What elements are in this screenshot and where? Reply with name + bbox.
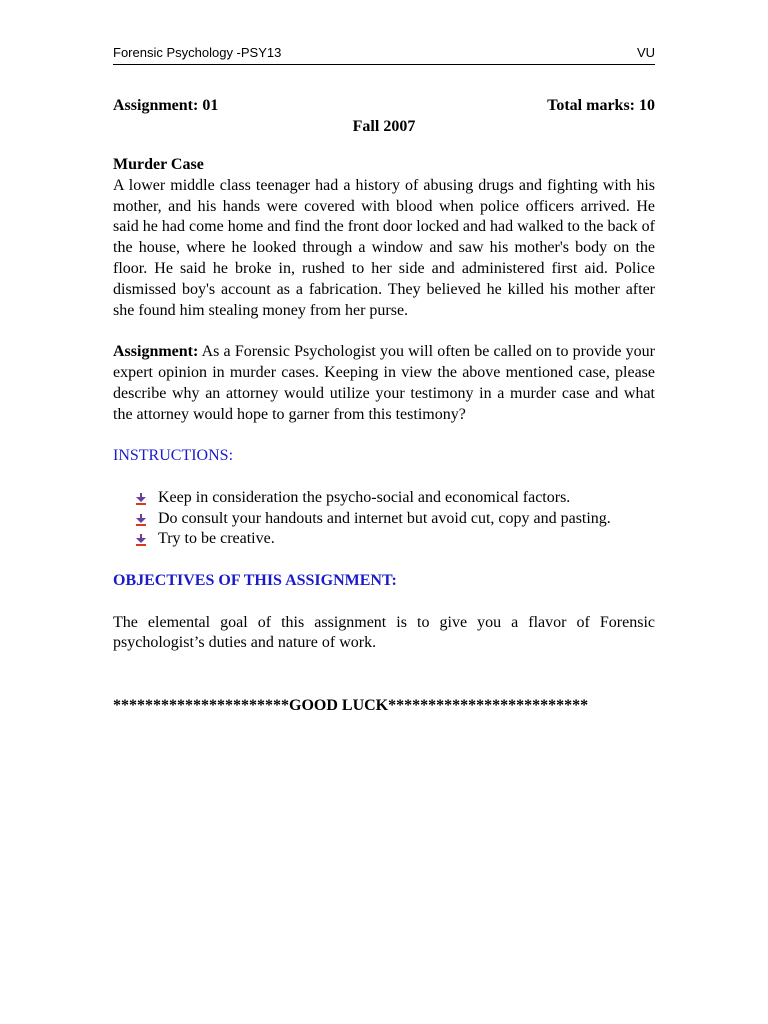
arrow-bullet-icon xyxy=(135,514,147,526)
objectives-heading: OBJECTIVES OF THIS ASSIGNMENT: xyxy=(113,571,397,589)
assignment-info-row xyxy=(113,96,655,116)
list-item xyxy=(113,509,613,530)
arrow-bullet-icon xyxy=(135,534,147,546)
institution-label: VU xyxy=(636,45,655,60)
case-description: A lower middle class teenager had a history of abusing drugs and fighting with his mother, and his hands were covered with blood when police officers arrived. He said he had come home and find the front door locked and had walked to the back of the house, where he looked through a window and saw his mother's body on the floor. He said he broke in, rushed to her side and administered first aid. Police dismissed boy's account as a fabrication. They believed he killed his mother after she found him stealing money from her purse. xyxy=(113,176,655,319)
list-item xyxy=(113,529,613,550)
arrow-bullet-icon xyxy=(135,493,147,505)
semester-label: Fall 2007 xyxy=(352,118,416,135)
document-page xyxy=(113,44,655,717)
assignment-task-text: As a Forensic Psychologist you will often be called on to provide your expert opinion in murder cases. Keeping in view the above mentioned case, please describe why an attorney would utilize your testimony in a murder case and what the attorney would hope to garner from this testimony? xyxy=(113,343,655,423)
instruction-text: Keep in consideration the psycho-social and economical factors. xyxy=(158,488,571,506)
instruction-list xyxy=(113,488,613,550)
good-luck-banner: **********************GOOD LUCK************************* xyxy=(113,696,589,714)
instruction-text: Do consult your handouts and internet but avoid cut, copy and pasting. xyxy=(158,509,611,527)
running-header xyxy=(113,44,655,65)
assignment-task-label: Assignment: xyxy=(113,343,199,361)
objectives-text: The elemental goal of this assignment is to give you a flavor of Forensic psychologist’s duties and nature of work. xyxy=(113,613,655,652)
total-marks: Total marks: 10 xyxy=(547,97,655,114)
instructions-heading: INSTRUCTIONS: xyxy=(113,447,234,465)
list-item xyxy=(113,488,613,509)
case-title: Murder Case xyxy=(113,156,204,173)
assignment-number: Assignment: 01 xyxy=(113,97,219,114)
instruction-text: Try to be creative. xyxy=(158,530,275,548)
assignment-task xyxy=(113,342,655,425)
course-title: Forensic Psychology -PSY13 xyxy=(113,45,282,60)
